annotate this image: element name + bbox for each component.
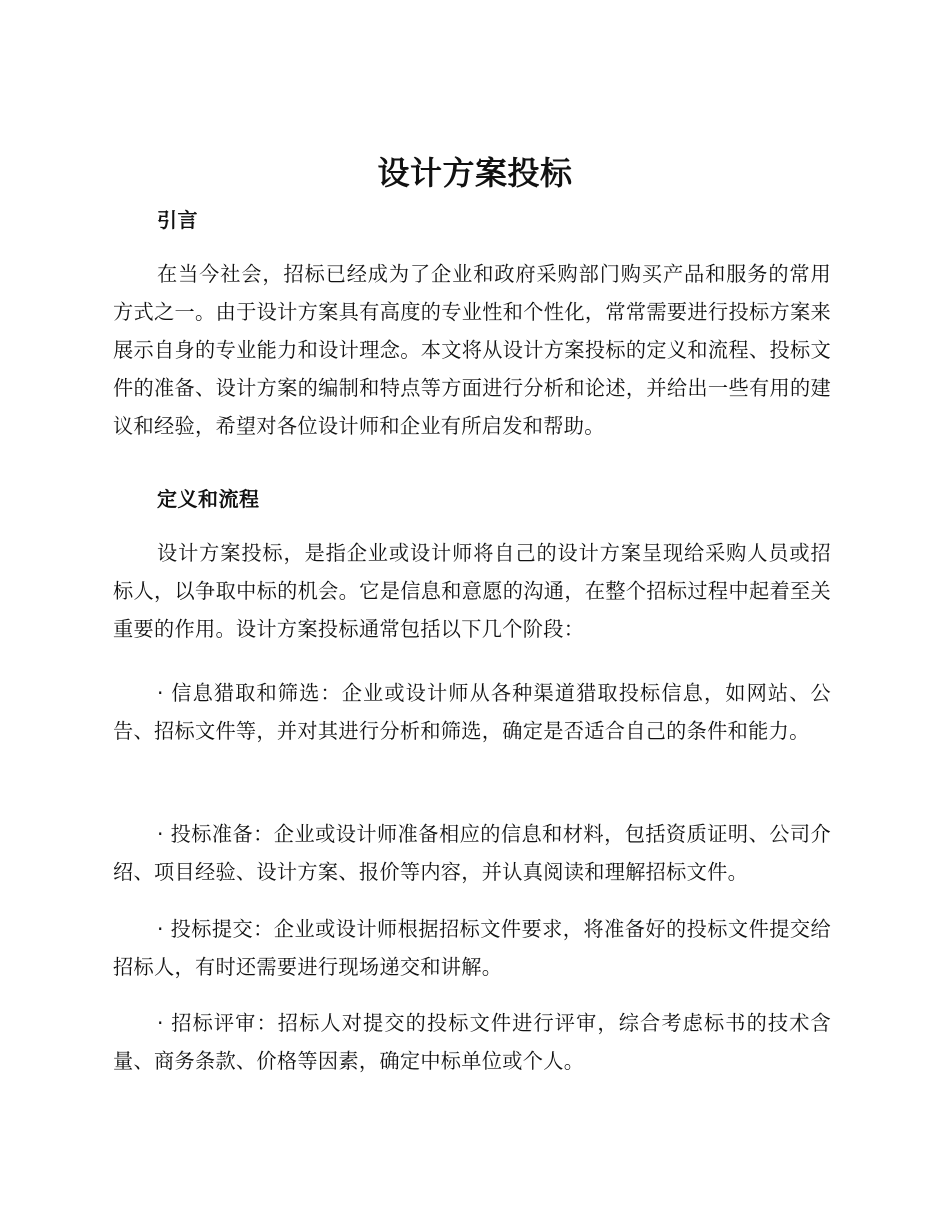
list-item-bid-evaluation: · 招标评审：招标人对提交的投标文件进行评审，综合考虑标书的技术含量、商务条款、价格等因素，确定中标单位或个人。 (113, 1011, 831, 1073)
paragraph-introduction: 在当今社会，招标已经成为了企业和政府采购部门购买产品和服务的常用方式之一。由于设计方案具有高度的专业性和个性化，常常需要进行投标方案来展示自身的专业能力和设计理念。本文将从设计方案投标的定义和流程、投标文件的准备、设计方案的编制和特点等方面进行分析和论述，并给出一些有用的建议和经验，希望对各位设计师和企业有所启发和帮助。 (113, 262, 831, 438)
list-item-info-gathering: · 信息猎取和筛选：企业或设计师从各种渠道猎取投标信息，如网站、公告、招标文件等，并对其进行分析和筛选，确定是否适合自己的条件和能力。 (113, 681, 831, 743)
section-heading-introduction: 引言 (157, 208, 198, 232)
list-item-bid-preparation: · 投标准备：企业或设计师准备相应的信息和材料，包括资质证明、公司介绍、项目经验、设计方案、报价等内容，并认真阅读和理解招标文件。 (113, 822, 831, 884)
section-heading-definition-process: 定义和流程 (157, 487, 260, 511)
document-title: 设计方案投标 (377, 154, 573, 192)
paragraph-definition: 设计方案投标，是指企业或设计师将自己的设计方案呈现给采购人员或招标人，以争取中标的机会。它是信息和意愿的沟通，在整个招标过程中起着至关重要的作用。设计方案投标通常包括以下几个阶段： (113, 541, 831, 641)
list-item-bid-submission: · 投标提交：企业或设计师根据招标文件要求，将准备好的投标文件提交给招标人，有时还需要进行现场递交和讲解。 (113, 917, 831, 979)
